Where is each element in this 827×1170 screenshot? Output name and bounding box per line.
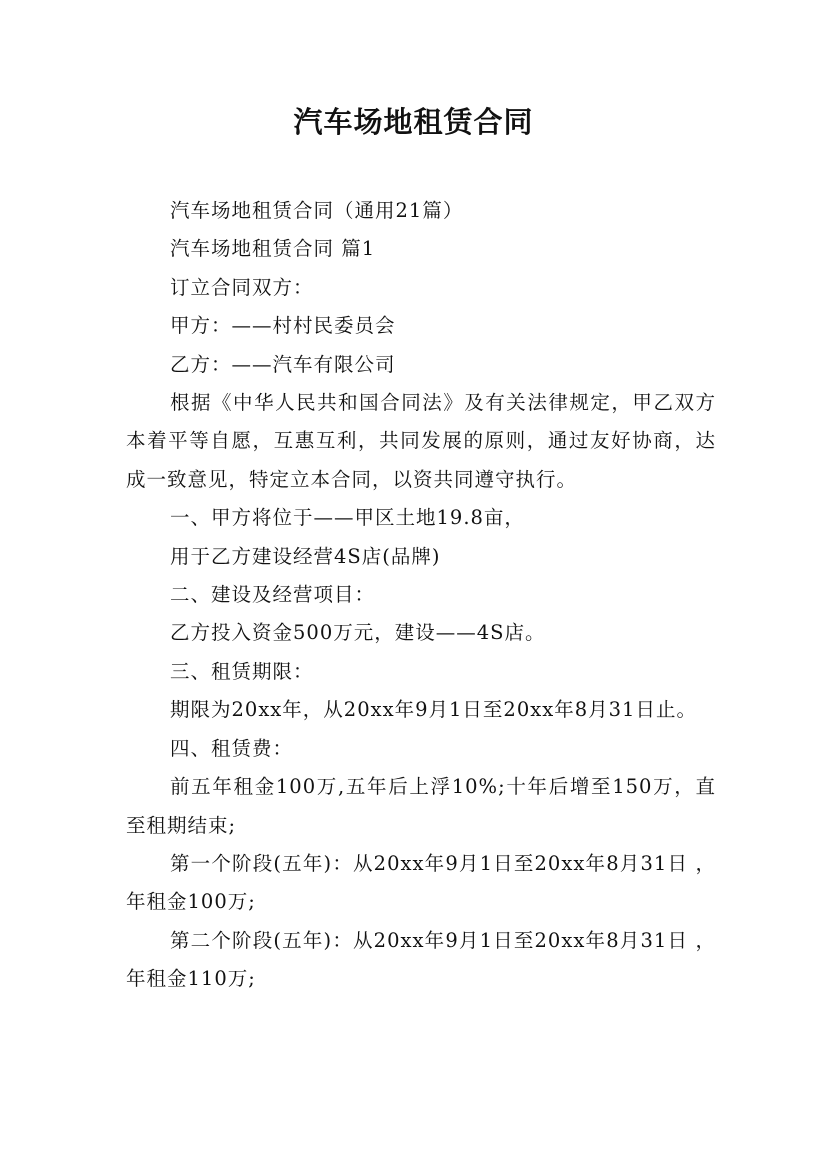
paragraph-preamble: 根据《中华人民共和国合同法》及有关法律规定，甲乙双方本着平等自愿，互惠互利，共同发展的原则，通过友好协商，达成一致意见，特定立本合同，以资共同遵守执行。 <box>126 391 716 491</box>
paragraph-clause-3-heading: 三、租赁期限： <box>170 659 314 683</box>
paragraph-clause-2-body: 乙方投入资金500万元，建设——4S店。 <box>170 621 546 645</box>
paragraph-clause-3-body: 期限为20xx年，从20xx年9月1日至20xx年8月31日止。 <box>170 698 697 722</box>
paragraph-clause-4-body: 前五年租金100万,五年后上浮10%;十年后增至150万，直至租期结束; <box>126 775 716 837</box>
paragraph-party-b: 乙方：——汽车有限公司 <box>170 352 396 376</box>
paragraph-section-heading: 汽车场地租赁合同 篇1 <box>170 237 376 261</box>
paragraph-stage-1: 第一个阶段(五年)：从20xx年9月1日至20xx年8月31日 ，年租金100万; <box>126 851 716 914</box>
paragraph-clause-1-purpose: 用于乙方建设经营4S店(品牌) <box>170 544 441 568</box>
paragraph-party-a: 甲方：——村村民委员会 <box>170 314 396 338</box>
paragraph-clause-4-heading: 四、租赁费： <box>170 736 294 760</box>
paragraph-stage-2: 第二个阶段(五年)：从20xx年9月1日至20xx年8月31日 ，年租金110万; <box>126 928 716 991</box>
paragraph-subtitle: 汽车场地租赁合同（通用21篇） <box>170 199 464 222</box>
paragraph-clause-2-heading: 二、建设及经营项目： <box>170 583 376 607</box>
paragraph-clause-1: 一、甲方将位于——甲区土地19.8亩， <box>170 506 525 530</box>
paragraph-parties-heading: 订立合同双方： <box>170 275 314 299</box>
document-title: 汽车场地租赁合同 <box>293 105 534 139</box>
document-body <box>126 192 716 999</box>
